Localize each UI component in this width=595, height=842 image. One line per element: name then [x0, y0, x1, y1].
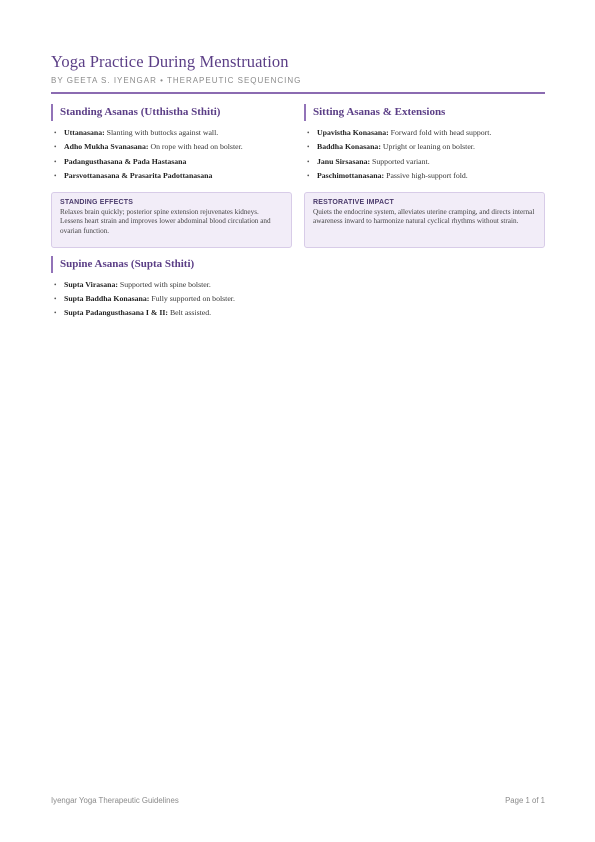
asana-name: Paschimottanasana:: [317, 171, 385, 181]
right-column: [304, 104, 545, 248]
bullet-icon: •: [54, 280, 57, 289]
asana-name: Upavistha Konasana:: [317, 128, 389, 137]
page-title: Yoga Practice During Menstruation: [51, 52, 289, 71]
supine-asana-list: [51, 278, 292, 321]
list-item: [51, 169, 292, 183]
footer-document-name: Iyengar Yoga Therapeutic Guidelines: [51, 796, 179, 805]
bullet-icon: •: [54, 172, 57, 181]
sitting-asana-list: [304, 126, 545, 184]
asana-name: Baddha Konasana:: [317, 142, 381, 152]
page-subtitle: BY GEETA S. IYENGAR • THERAPEUTIC SEQUENCING: [51, 76, 302, 85]
asana-name: Supta Baddha Konasana:: [64, 294, 150, 304]
standing-effects-box: [51, 192, 292, 248]
asana-name: Parsvottanasana & Prasarita Padottanasana: [64, 171, 213, 181]
bullet-icon: •: [307, 143, 310, 152]
effects-title: RESTORATIVE IMPACT: [313, 198, 394, 206]
list-item: [51, 278, 292, 292]
asana-description: Passive high-support fold.: [384, 171, 468, 181]
list-item: [304, 169, 545, 183]
asana-description: On rope with head on bolster.: [148, 142, 243, 152]
asana-description: Belt assisted.: [168, 308, 212, 318]
standing-asana-list: [51, 126, 292, 184]
bullet-icon: •: [54, 295, 57, 304]
list-item: [304, 155, 545, 169]
asana-description: Slanting with buttocks against wall.: [104, 128, 219, 137]
list-item: [51, 155, 292, 169]
list-item: [51, 126, 292, 140]
effects-text: Quiets the endocrine system, alleviates uterine cramping, and directs internal awareness inward to harmonize natural cyclical rhythms without strain.: [313, 207, 535, 226]
section-heading-sitting: Sitting Asanas & Extensions: [304, 104, 545, 121]
effects-title: STANDING EFFECTS: [60, 198, 134, 206]
list-item: [51, 292, 292, 306]
asana-description: Upright or leaning on bolster.: [380, 142, 475, 152]
asana-description: Fully supported on bolster.: [149, 294, 235, 304]
asana-name: Supta Virasana:: [64, 279, 118, 289]
bullet-icon: •: [54, 309, 57, 318]
left-column: [51, 104, 292, 321]
asana-name: Uttanasana:: [64, 128, 105, 137]
bullet-icon: •: [307, 172, 310, 181]
asana-description: Forward fold with head support.: [388, 128, 492, 137]
list-item: [51, 140, 292, 154]
asana-description: Supported variant.: [370, 156, 430, 166]
title-divider: [51, 92, 545, 94]
section-heading-standing: Standing Asanas (Utthistha Sthiti): [51, 104, 292, 121]
section-heading-supine: Supine Asanas (Supta Sthiti): [51, 256, 292, 273]
section-spacer: [51, 248, 292, 256]
effects-text: Relaxes brain quickly; posterior spine extension rejuvenates kidneys. Lessens heart strain and improves lower abdominal blood circulation and ovarian function.: [60, 207, 271, 236]
bullet-icon: •: [307, 157, 310, 166]
bullet-icon: •: [307, 129, 310, 137]
asana-name: Adho Mukha Svanasana:: [64, 142, 149, 152]
list-item: [304, 126, 545, 140]
asana-name: Supta Padangusthasana I & II:: [64, 308, 168, 318]
asana-name: Padangusthasana & Pada Hastasana: [64, 156, 187, 166]
list-item: [51, 306, 292, 320]
footer-page-number: Page 1 of 1: [505, 796, 545, 805]
restorative-impact-box: [304, 192, 545, 248]
bullet-icon: •: [54, 157, 57, 166]
asana-description: Supported with spine bolster.: [117, 279, 211, 289]
bullet-icon: •: [54, 143, 57, 152]
asana-name: Janu Sirsasana:: [317, 156, 371, 166]
bullet-icon: •: [54, 129, 57, 137]
list-item: [304, 140, 545, 154]
